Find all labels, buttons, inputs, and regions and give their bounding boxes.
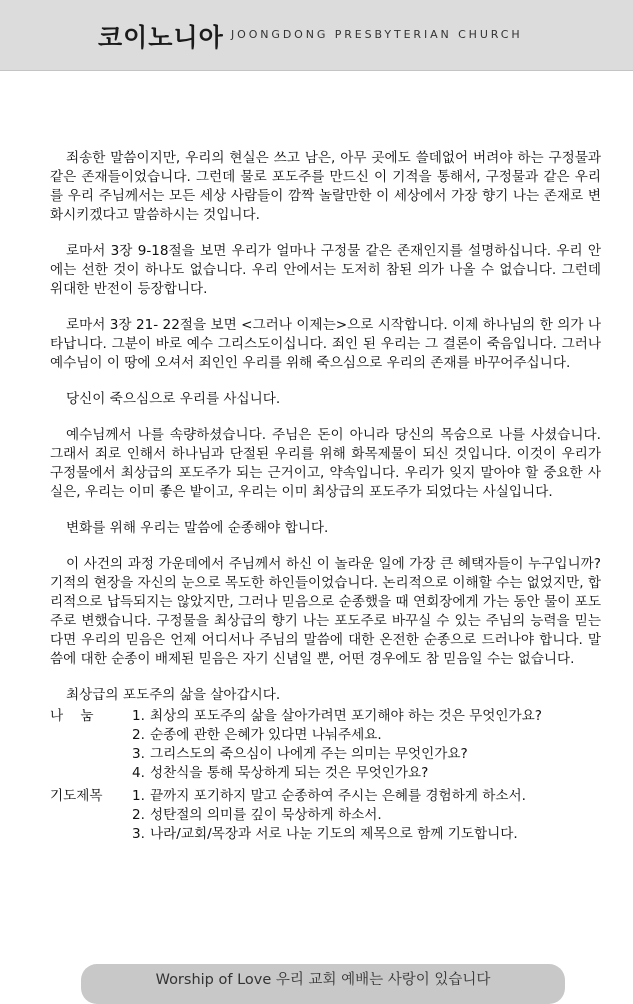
sharing-label: 나 눔: [50, 708, 94, 724]
prayer-label: 기도제목: [50, 788, 103, 804]
sharing-item: 4. 성찬식을 통해 묵상하게 되는 것은 무엇인가요?: [132, 765, 429, 781]
sharing-item: 1. 최상의 포도주의 삶을 살아가려면 포기해야 하는 것은 무엇인가요?: [132, 708, 543, 724]
paragraph: 예수님께서 나를 속량하셨습니다. 주님은 돈이 아니라 당신의 목숨으로 나를 사셨습니다. 그래서 죄로 인해서 하나님과 단절된 우리를 위해 화목제물이 되신 것입니다. 이것이 우리가 구정물에서 최상급의 포도주가 되는 근거이고, 약속입니다. 우리가 잊지 말아야 할 중요한 사실은, 우리는 이미 좋은 밭이고, 우리는 이미 최상급의 포도주가 되었다는 사실입니다.: [50, 427, 601, 500]
paragraph: 당신이 죽으심으로 우리를 사십니다.: [66, 391, 281, 407]
paragraph: 죄송한 말씀이지만, 우리의 현실은 쓰고 남은, 아무 곳에도 쓸데없어 버려야 하는 구정물과 같은 존재들이었습니다. 그런데 물로 포도주를 만드신 이 기적을 통해서, 구정물과 같은 우리를 우리 주님께서는 모든 세상 사람들이 깜짝 놀랄만한 이 세상에서 가장 향기 나는 존재로 변화시키겠다고 말씀하시는 것입니다.: [50, 150, 601, 223]
paragraph: 이 사건의 과정 가운데에서 주님께서 하신 이 놀라운 일에 가장 큰 혜택자들이 누구입니까? 기적의 현장을 자신의 눈으로 목도한 하인들이었습니다. 논리적으로 이해할 수는 없었지만, 합리적으로 납득되지는 않았지만, 그러나 믿음으로 순종했을 때 연회장에게 가는 동안 물이 포도주로 변했습니다. 구정물을 최상급의 향기 나는 포도주로 바꾸실 수 있는 주님의 능력을 믿는다면 우리의 믿음은 언제 어디서나 주님의 말씀에 대한 온전한 순종으로 드러나야 합니다. 말씀에 대한 순종이 배제된 믿음은 자기 신념일 뿐, 어떤 경우에도 참 믿음일 수는 없습니다.: [50, 556, 601, 667]
paragraph: 로마서 3장 21- 22절을 보면 <그러나 이제는>으로 시작합니다. 이제 하나님의 한 의가 나타납니다. 그분이 바로 예수 그리스도이십니다. 죄인 된 우리는 그 결론이 죽음입니다. 그러나 예수님이 이 땅에 오셔서 죄인인 우리를 위해 죽으심으로 우리의 존재를 바꾸어주십니다.: [50, 317, 601, 371]
article-body: [50, 149, 601, 844]
closing-title: 최상급의 포도주의 삶을 살아갑시다.: [66, 687, 281, 703]
prayer-section: [50, 787, 601, 844]
sharing-list: [132, 707, 601, 783]
prayer-item: 3. 나라/교회/목장과 서로 나눈 기도의 제목으로 함께 기도합니다.: [132, 826, 518, 842]
page-header: [0, 0, 633, 71]
prayer-item: 1. 끝까지 포기하지 말고 순종하여 주시는 은혜를 경험하게 하소서.: [132, 788, 526, 804]
prayer-list: [132, 787, 601, 844]
prayer-item: 2. 성탄절의 의미를 깊이 묵상하게 하소서.: [132, 807, 382, 823]
sharing-item: 3. 그리스도의 죽으심이 나에게 주는 의미는 무엇인가요?: [132, 746, 468, 762]
header-subtitle: JOONGDONG PRESBYTERIAN CHURCH: [231, 28, 523, 41]
footer-text: Worship of Love 우리 교회 예배는 사랑이 있습니다: [155, 972, 491, 988]
paragraph: 변화를 위해 우리는 말씀에 순종해야 합니다.: [66, 520, 329, 536]
sharing-item: 2. 순종에 관한 은혜가 있다면 나눠주세요.: [132, 727, 382, 743]
sharing-section: [50, 707, 601, 783]
header-title: 코이노니아: [98, 23, 224, 52]
paragraph: 로마서 3장 9-18절을 보면 우리가 얼마나 구정물 같은 존재인지를 설명하십니다. 우리 안에는 선한 것이 하나도 없습니다. 우리 안에서는 도저히 참된 의가 나올 수 없습니다. 그런데 위대한 반전이 등장합니다.: [50, 243, 601, 297]
